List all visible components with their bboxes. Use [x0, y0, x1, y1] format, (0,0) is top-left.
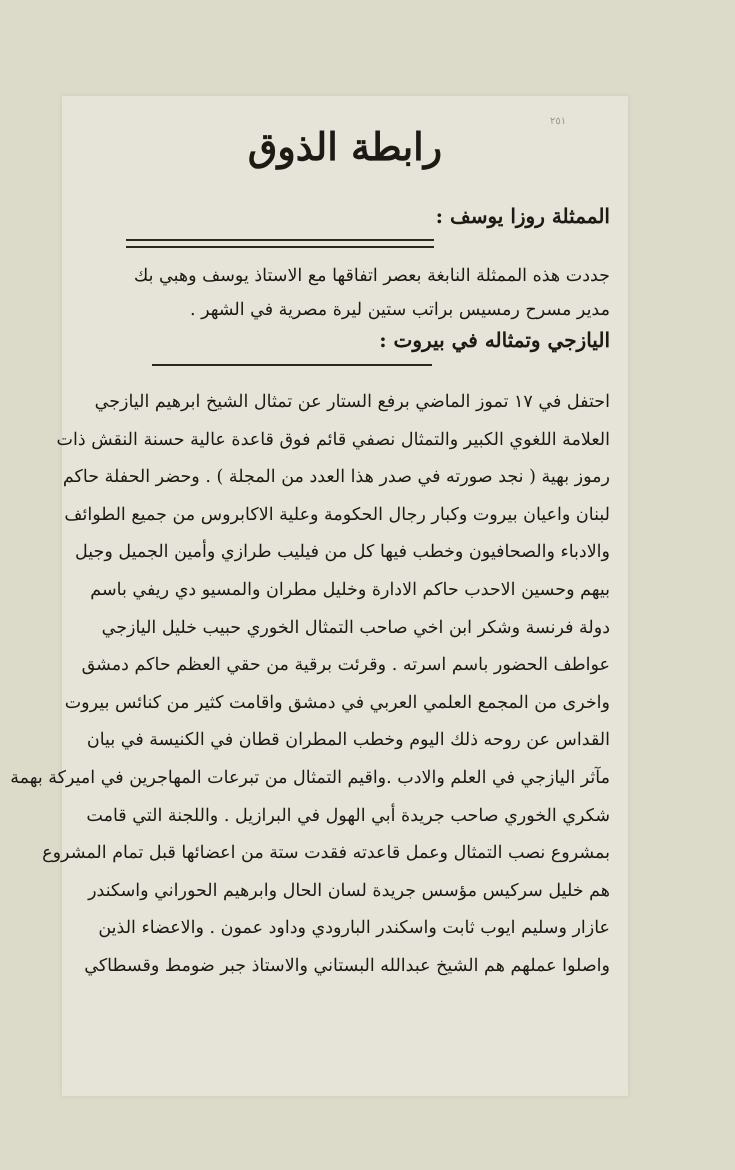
page-number: ٢٥١	[550, 116, 567, 127]
text-line: والادباء والصحافيون وخطب فيها كل من فيليب طرازي وأمين الجميل وجيل	[75, 542, 610, 563]
heading-underline-double-bottom	[126, 246, 434, 248]
text-line: القداس عن روحه ذلك اليوم وخطب المطران قطان في الكنيسة في بيان	[86, 730, 610, 751]
page-title: رابطة الذوق	[247, 124, 443, 169]
heading-underline-double-top	[126, 239, 434, 241]
text-line: دولة فرنسة وشكر ابن اخي صاحب التمثال الخوري حبيب خليل اليازجي	[101, 617, 610, 638]
text-line: بمشروع نصب التمثال وعمل قاعدته فقدت ستة من اعضائها قبل تمام المشروع	[42, 843, 610, 864]
text-line: العلامة اللغوي الكبير والتمثال نصفي قائم فوق قاعدة عالية حسنة النقش ذات	[56, 429, 610, 450]
heading-underline	[152, 364, 432, 366]
text-line: واخرى من المجمع العلمي العربي في دمشق واقامت كثير من كنائس بيروت	[64, 692, 610, 713]
book-page	[10, 96, 628, 1096]
text-line: مدير مسرح رمسيس براتب ستين ليرة مصرية في الشهر .	[189, 300, 610, 320]
text-line: لبنان واعيان بيروت وكبار رجال الحكومة وعلية الاكابروس من جميع الطوائف	[64, 504, 610, 525]
section-heading-yazigi-statue: اليازجي وتمثاله في بيروت :	[379, 328, 610, 352]
text-line: جددت هذه الممثلة النابغة بعصر اتفاقها مع الاستاذ يوسف وهبي بك	[133, 266, 610, 286]
text-line: واصلوا عملهم هم الشيخ عبدالله البستاني والاستاذ جبر ضومط وقسطاكي	[84, 955, 610, 976]
text-line: بيهم وحسين الاحدب حاكم الادارة وخليل مطران والمسيو دي ريفي باسم	[90, 579, 610, 600]
text-line: عواطف الحضور باسم اسرته . وقرئت برقية من حقي العظم حاكم دمشق	[81, 655, 610, 676]
text-line: احتفل في ١٧ تموز الماضي برفع الستار عن تمثال الشيخ ابرهيم اليازجي	[94, 392, 610, 412]
text-line: هم خليل سركيس مؤسس جريدة لسان الحال وابرهيم الحوراني واسكندر	[88, 880, 610, 901]
section-heading-rosa-youssef: الممثلة روزا يوسف :	[435, 204, 610, 228]
text-line: شكري الخوري صاحب جريدة أبي الهول في البرازيل . واللجنة التي قامت	[86, 805, 610, 826]
paragraph-yazigi-statue	[10, 384, 610, 986]
paragraph-rosa-youssef	[78, 259, 610, 327]
text-line: رموز بهية ( نجد صورته في صدر هذا العدد من المجلة ) . وحضر الحفلة حاكم	[62, 467, 610, 488]
text-line: عازار وسليم ايوب ثابت واسكندر البارودي وداود عمون . والاعضاء الذين	[98, 918, 610, 939]
text-line: مآثر اليازجي في العلم والادب .واقيم التمثال من تبرعات المهاجرين في اميركة بهمة	[10, 767, 610, 788]
